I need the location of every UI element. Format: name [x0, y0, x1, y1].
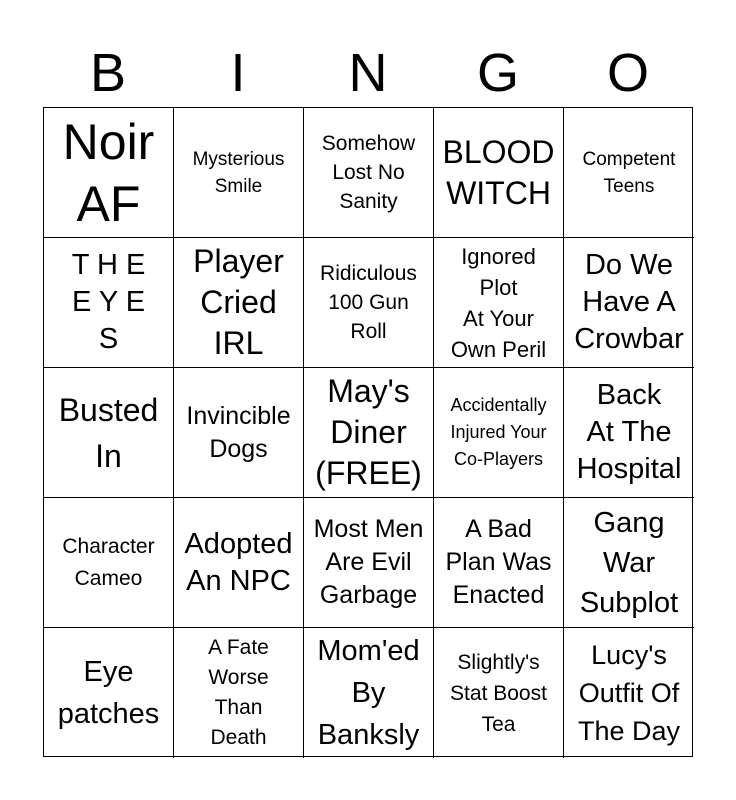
bingo-cell[interactable] [174, 368, 304, 498]
bingo-cell[interactable] [304, 108, 434, 238]
bingo-cell[interactable] [44, 368, 174, 498]
cell-text: Mysterious Smile [192, 148, 285, 197]
cell-text: Most Men Are Evil Garbage [313, 515, 424, 609]
bingo-grid [43, 107, 693, 757]
bingo-cell[interactable] [174, 238, 304, 368]
bingo-cell[interactable] [564, 498, 694, 628]
bingo-cell[interactable] [44, 108, 174, 238]
bingo-cell[interactable] [174, 108, 304, 238]
bingo-cell[interactable] [434, 498, 564, 628]
cell-text: Slightly's Stat Boost Tea [450, 650, 547, 736]
cell-text: Somehow Lost No Sanity [321, 132, 416, 213]
bingo-cell[interactable] [434, 108, 564, 238]
cell-text: A Bad Plan Was Enacted [445, 515, 552, 609]
cell-text: Back At The Hospital [576, 379, 682, 485]
bingo-cell[interactable] [434, 368, 564, 498]
cell-text: Eye patches [57, 656, 160, 730]
cell-text: T H E E Y E S [71, 249, 146, 355]
cell-text: Adopted An NPC [184, 527, 293, 597]
bingo-cell[interactable] [304, 498, 434, 628]
header-letter-o: O [606, 43, 649, 103]
cell-text: Ignored Plot At Your Own Peril [450, 243, 547, 362]
cell-text: Character Cameo [62, 534, 155, 590]
bingo-cell[interactable] [304, 368, 434, 498]
cell-text: Accidentally Injured Your Co-Players [450, 395, 547, 469]
bingo-header [43, 42, 693, 104]
bingo-cell[interactable] [564, 238, 694, 368]
cell-text: A Fate Worse Than Death [208, 636, 269, 749]
bingo-cell[interactable] [174, 498, 304, 628]
cell-text: Gang War Subplot [579, 506, 679, 619]
bingo-cell[interactable] [304, 628, 434, 758]
header-letter-b: B [89, 43, 127, 103]
cell-text: Mom'ed By Banksly [317, 635, 420, 751]
bingo-cell[interactable] [564, 108, 694, 238]
bingo-cell[interactable] [44, 628, 174, 758]
header-letter-g: G [476, 43, 519, 103]
bingo-cell[interactable] [434, 628, 564, 758]
bingo-cell[interactable] [434, 238, 564, 368]
cell-text: Noir AF [62, 113, 155, 232]
header-letter-n: N [348, 43, 388, 103]
cell-text: Busted In [58, 391, 159, 474]
bingo-cell[interactable] [44, 498, 174, 628]
cell-text: May's Diner (FREE) [315, 373, 422, 491]
cell-text: Player Cried IRL [193, 243, 284, 361]
header-letter-i: I [230, 43, 246, 103]
cell-text: Do We Have A Crowbar [574, 249, 684, 355]
bingo-cell[interactable] [44, 238, 174, 368]
cell-text: Competent Teens [582, 148, 676, 197]
bingo-cell[interactable] [174, 628, 304, 758]
cell-text: Ridiculous 100 Gun Roll [320, 262, 417, 343]
cell-text: Invincible Dogs [186, 401, 291, 463]
cell-text: BLOOD WITCH [442, 133, 555, 211]
bingo-cell[interactable] [564, 368, 694, 498]
bingo-cell[interactable] [304, 238, 434, 368]
cell-text: Lucy's Outfit Of The Day [577, 640, 681, 746]
bingo-cell[interactable] [564, 628, 694, 758]
